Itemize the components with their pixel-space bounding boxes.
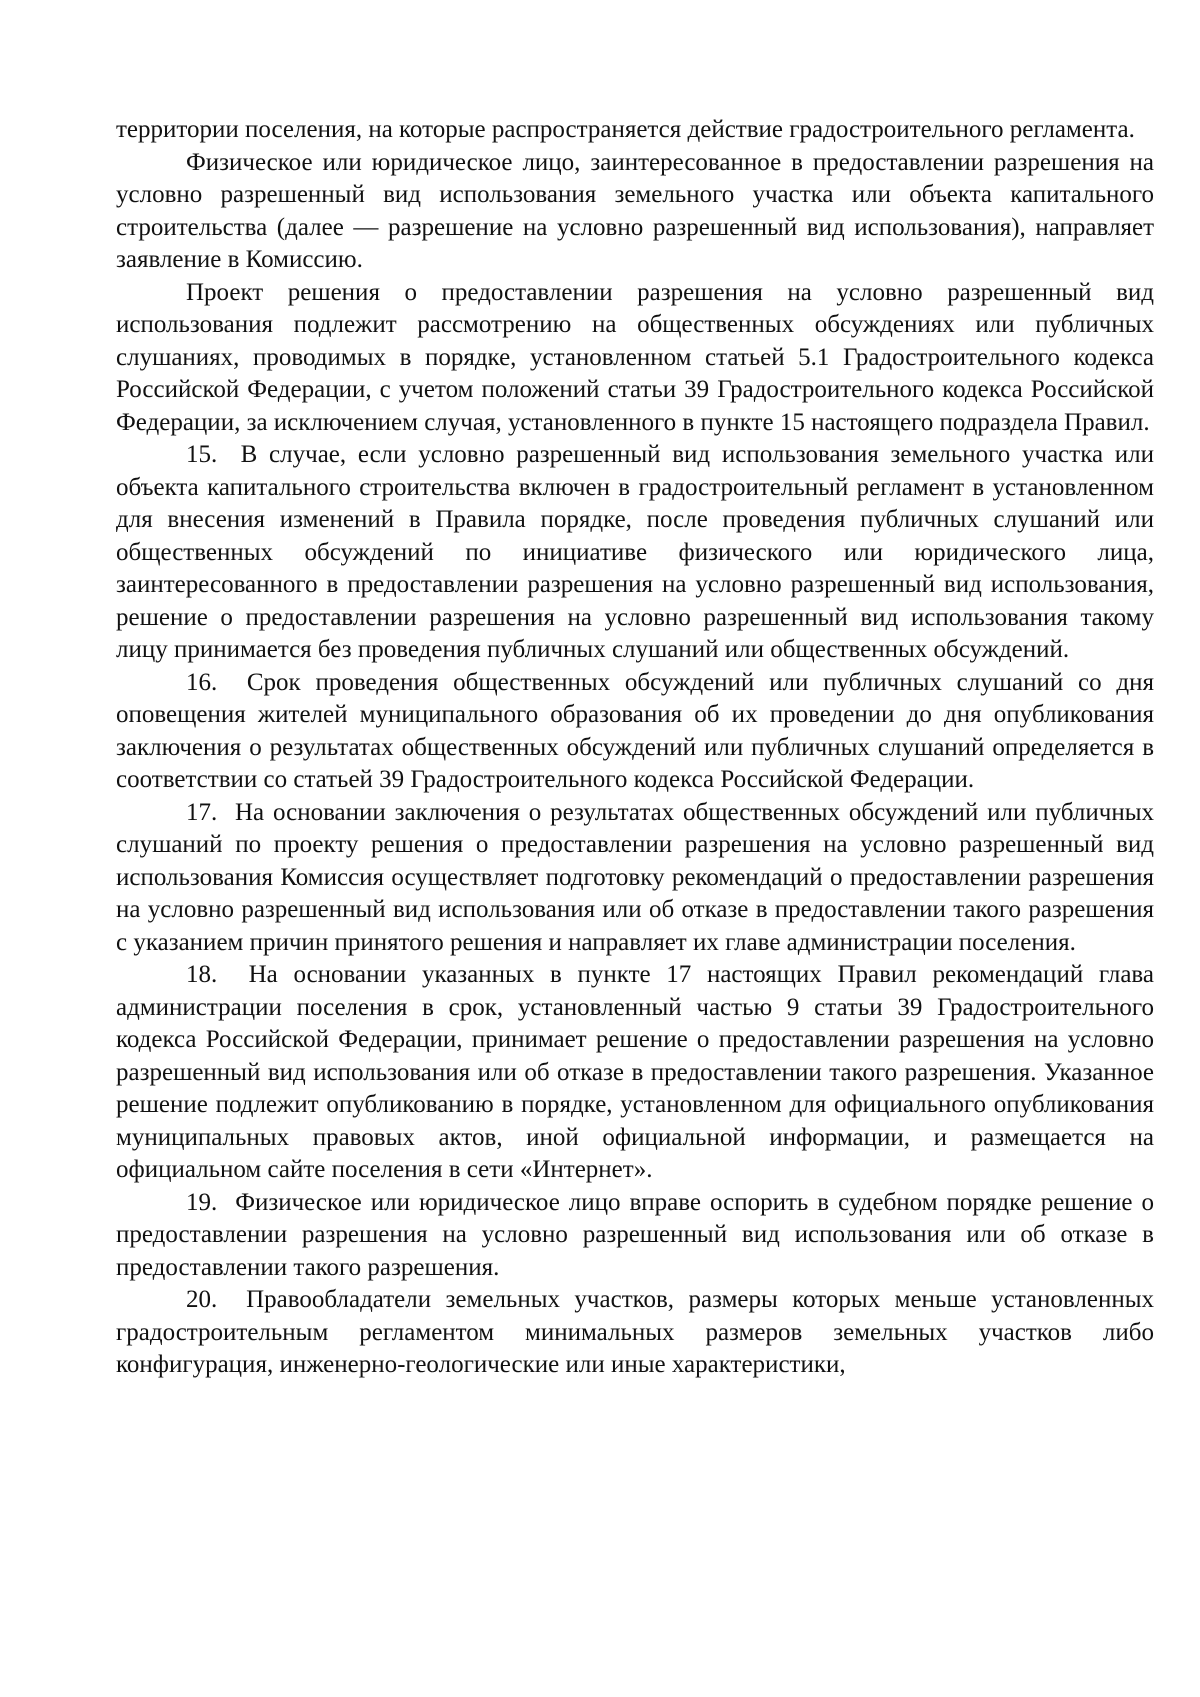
paragraph-text: Физическое или юридическое лицо вправе оспорить в судебном порядке решение о предоставлении разрешения на условно разрешенный вид использования или об отказе в предоставлении такого разрешения.: [116, 1188, 1154, 1281]
paragraph-number: 20.: [186, 1286, 218, 1313]
paragraph-text: Срок проведения общественных обсуждений или публичных слушаний со дня оповещения жителей муниципального образования об их проведении до дня опубликования заключения о результатах общественных обсуждений или публичных слушаний определяется в соответствии со статьей 39 Градостроительного кодекса Российской Федерации.: [116, 668, 1154, 793]
paragraph-text: На основании указанных в пункте 17 настоящих Правил рекомендаций глава администрации поселения в срок, установленный частью 9 статьи 39 Градостроительного кодекса Российской Федерации, принимает решение о предоставлении разрешения на условно разрешенный вид использования или об отказе в предоставлении такого разрешения. Указанное решение подлежит опубликованию в порядке, установленном для официального опубликования муниципальных правовых актов, иной официальной информации, и размещается на официальном сайте поселения в сети «Интернет».: [116, 961, 1155, 1183]
paragraph-item-16: [116, 667, 1154, 797]
paragraph-text: Физическое или юридическое лицо, заинтересованное в предоставлении разрешения на условно разрешенный вид использования земельного участка или объекта капитального строительства (далее — разрешение на условно разрешенный вид использования), направляет заявление в Комиссию.: [116, 148, 1154, 273]
paragraph-text: Проект решения о предоставлении разрешения на условно разрешенный вид использования подлежит рассмотрению на общественных обсуждениях или публичных слушаниях, проводимых в порядке, установленном статьей 5.1 Градостроительного кодекса Российской Федерации, с учетом положений статьи 39 Градостроительного кодекса Российской Федерации, за исключением случая, установленного в пункте 15 настоящего подраздела Правил.: [116, 278, 1154, 436]
paragraph-number: 15.: [186, 441, 218, 468]
paragraph-item-20: [116, 1284, 1154, 1382]
paragraph-number: 19.: [186, 1188, 218, 1216]
paragraph-text: территории поселения, на которые распространяется действие градостроительного регламента.: [116, 116, 1135, 143]
paragraph-item-19: [116, 1187, 1154, 1285]
paragraph-applicant-request: [116, 147, 1154, 277]
paragraph-item-15: [116, 439, 1154, 667]
paragraph-draft-decision: [116, 277, 1154, 440]
paragraph-number: 16.: [186, 668, 218, 696]
document-body: [116, 114, 1154, 1382]
paragraph-text: Правообладатели земельных участков, размеры которых меньше установленных градостроительным регламентом минимальных размеров земельных участков либо конфигурация, инженерно-геологические или иные характеристики,: [116, 1286, 1155, 1378]
paragraph-number: 17.: [186, 798, 218, 826]
paragraph-number: 18.: [186, 961, 218, 988]
paragraph-item-17: [116, 797, 1154, 960]
paragraph-text: На основании заключения о результатах общественных обсуждений или публичных слушаний по проекту решения о предоставлении разрешения на условно разрешенный вид использования Комиссия осуществляет подготовку рекомендаций о предоставлении разрешения на условно разрешенный вид использования или об отказе в предоставлении такого разрешения с указанием причин принятого решения и направляет их главе администрации поселения.: [116, 798, 1155, 956]
paragraph-continuation: [116, 114, 1154, 147]
paragraph-text: В случае, если условно разрешенный вид использования земельного участка или объекта капитального строительства включен в градостроительный регламент в установленном для внесения изменений в Правила порядке, после проведения публичных слушаний или общественных обсуждений по инициативе физического или юридического лица, заинтересованного в предоставлении разрешения на условно разрешенный вид использования, решение о предоставлении разрешения на условно разрешенный вид использования такому лицу принимается без проведения публичных слушаний или общественных обсуждений.: [116, 441, 1154, 663]
paragraph-item-18: [116, 959, 1154, 1187]
